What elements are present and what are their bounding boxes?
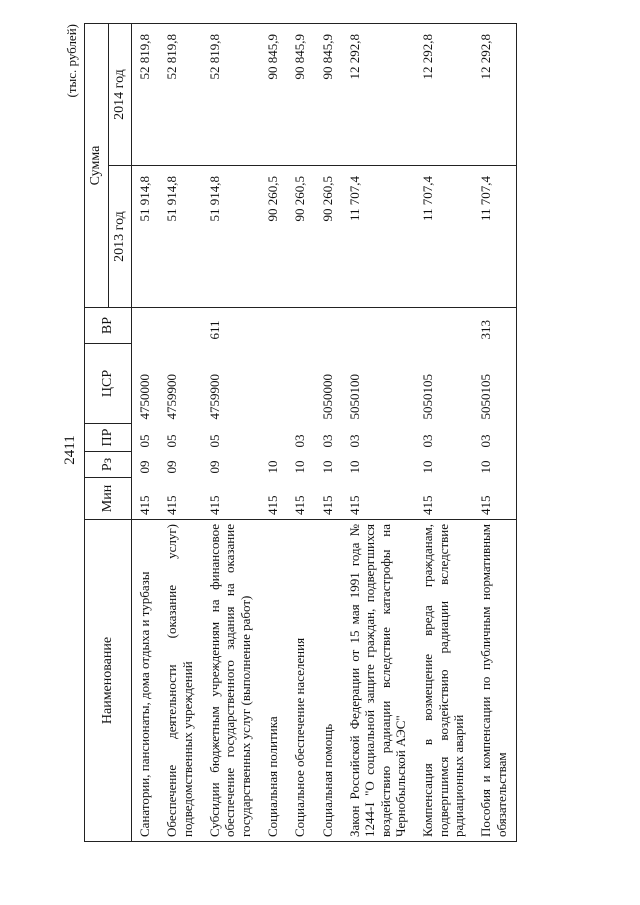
cell-pr: 03 [292,434,308,448]
table-row [473,24,516,842]
cell-csr: 5050105 [420,374,436,420]
cell-y2014: 52 819,8 [202,24,260,166]
unit-note: (тыс. рублей) [64,24,79,98]
cell-pr: 03 [346,434,362,448]
header-2014: 2014 год [108,24,132,166]
header-name: Наименование [85,520,132,842]
table-row [260,24,287,842]
cell-csr: 5050100 [346,374,362,420]
cell-y2013: 51 914,8 [159,166,202,308]
cell-rz: 09 [137,460,153,474]
cell-csr [287,344,314,424]
cell-name: Обеспечение деятельности (оказание услуг) подведомственных учреждений [159,520,202,842]
cell-pr: 03 [473,424,516,452]
cell-name: Субсидии бюджетным учреждениям на финансовое обеспечение государственного задания на оказание государственных услуг (выполнение работ) [202,520,260,842]
cell-csr: 4750000 [137,374,153,420]
table-row [159,24,202,842]
cell-csr [260,344,287,424]
cell-y2014: 12 292,8 [473,24,516,166]
cell-y2013: 11 707,4 [342,166,415,308]
table-row [202,24,260,842]
cell-y2014: 90 845,9 [315,24,342,166]
cell-min: 415 [473,478,516,520]
cell-rz: 10 [265,460,280,474]
cell-min: 415 [265,495,280,515]
rotated-page-content [62,24,564,842]
header-rz: Рз [85,452,132,478]
cell-rz: 10 [319,460,335,474]
cell-vr [415,308,473,344]
cell-y2013: 90 260,5 [315,166,342,308]
table-row [132,24,160,842]
cell-csr: 5050000 [319,374,335,420]
cell-name: Социальное обеспечение населения [287,520,314,842]
cell-y2014: 90 845,9 [260,24,287,166]
header-sum: Сумма [85,24,109,308]
cell-rz: 09 [207,460,223,474]
header-2013: 2013 год [108,166,132,308]
header-csr: ЦСР [85,344,132,424]
cell-vr [260,308,287,344]
cell-name: Пособия и компенсации по публичным нормативным обязательствам [473,520,516,842]
cell-y2013: 90 260,5 [260,166,287,308]
cell-y2013: 90 260,5 [287,166,314,308]
cell-vr [342,308,415,344]
cell-y2014: 90 845,9 [287,24,314,166]
header-vr: ВР [85,308,132,344]
cell-rz: 09 [164,460,180,474]
cell-vr [132,308,160,344]
page-number: 2411 [62,435,78,465]
cell-rz: 10 [420,460,436,474]
cell-rz: 10 [292,460,308,474]
cell-y2013: 11 707,4 [415,166,473,308]
cell-pr: 05 [207,434,223,448]
cell-name: Санатории, пансионаты, дома отдыха и турбазы [132,520,160,842]
cell-min: 415 [164,495,180,515]
cell-y2014: 12 292,8 [415,24,473,166]
cell-name: Компенсация в возмещение вреда гражданам, подвергшимся воздействию радиации вследствие радиационных аварий [415,520,473,842]
cell-y2013: 11 707,4 [473,166,516,308]
cell-name: Закон Российской Федерации от 15 мая 1991 года № 1244-I "О социальной защите граждан, подвергшихся воздействию радиации вследствие катастрофы на Чернобыльской АЭС" [342,520,415,842]
cell-name: Социальная помощь [315,520,342,842]
cell-pr: 05 [164,434,180,448]
cell-min: 415 [420,495,436,515]
cell-min: 415 [346,495,362,515]
table-row [287,24,314,842]
cell-csr: 4759900 [164,374,180,420]
header-min: Мин [85,478,132,520]
cell-rz: 10 [346,460,362,474]
cell-csr: 5050105 [473,344,516,424]
cell-y2014: 52 819,8 [159,24,202,166]
cell-rz: 10 [473,452,516,478]
cell-y2013: 51 914,8 [202,166,260,308]
cell-vr [287,308,314,344]
cell-csr: 4759900 [207,374,223,420]
header-pr: ПР [85,424,132,452]
cell-vr: 313 [473,308,516,344]
cell-y2014: 12 292,8 [342,24,415,166]
budget-table [84,23,517,842]
cell-y2013: 51 914,8 [132,166,160,308]
cell-vr: 611 [207,320,223,340]
cell-min: 415 [207,495,223,515]
cell-pr [260,424,287,452]
cell-pr: 03 [420,434,436,448]
cell-min: 415 [292,495,308,515]
cell-min: 415 [319,495,335,515]
cell-min: 415 [137,495,153,515]
table-row [315,24,342,842]
table-row [415,24,473,842]
cell-vr [315,308,342,344]
cell-pr: 05 [137,434,153,448]
table-row [342,24,415,842]
cell-vr [159,308,202,344]
cell-pr: 03 [319,434,335,448]
cell-name: Социальная политика [260,520,287,842]
table-body [132,24,517,842]
cell-y2014: 52 819,8 [132,24,160,166]
